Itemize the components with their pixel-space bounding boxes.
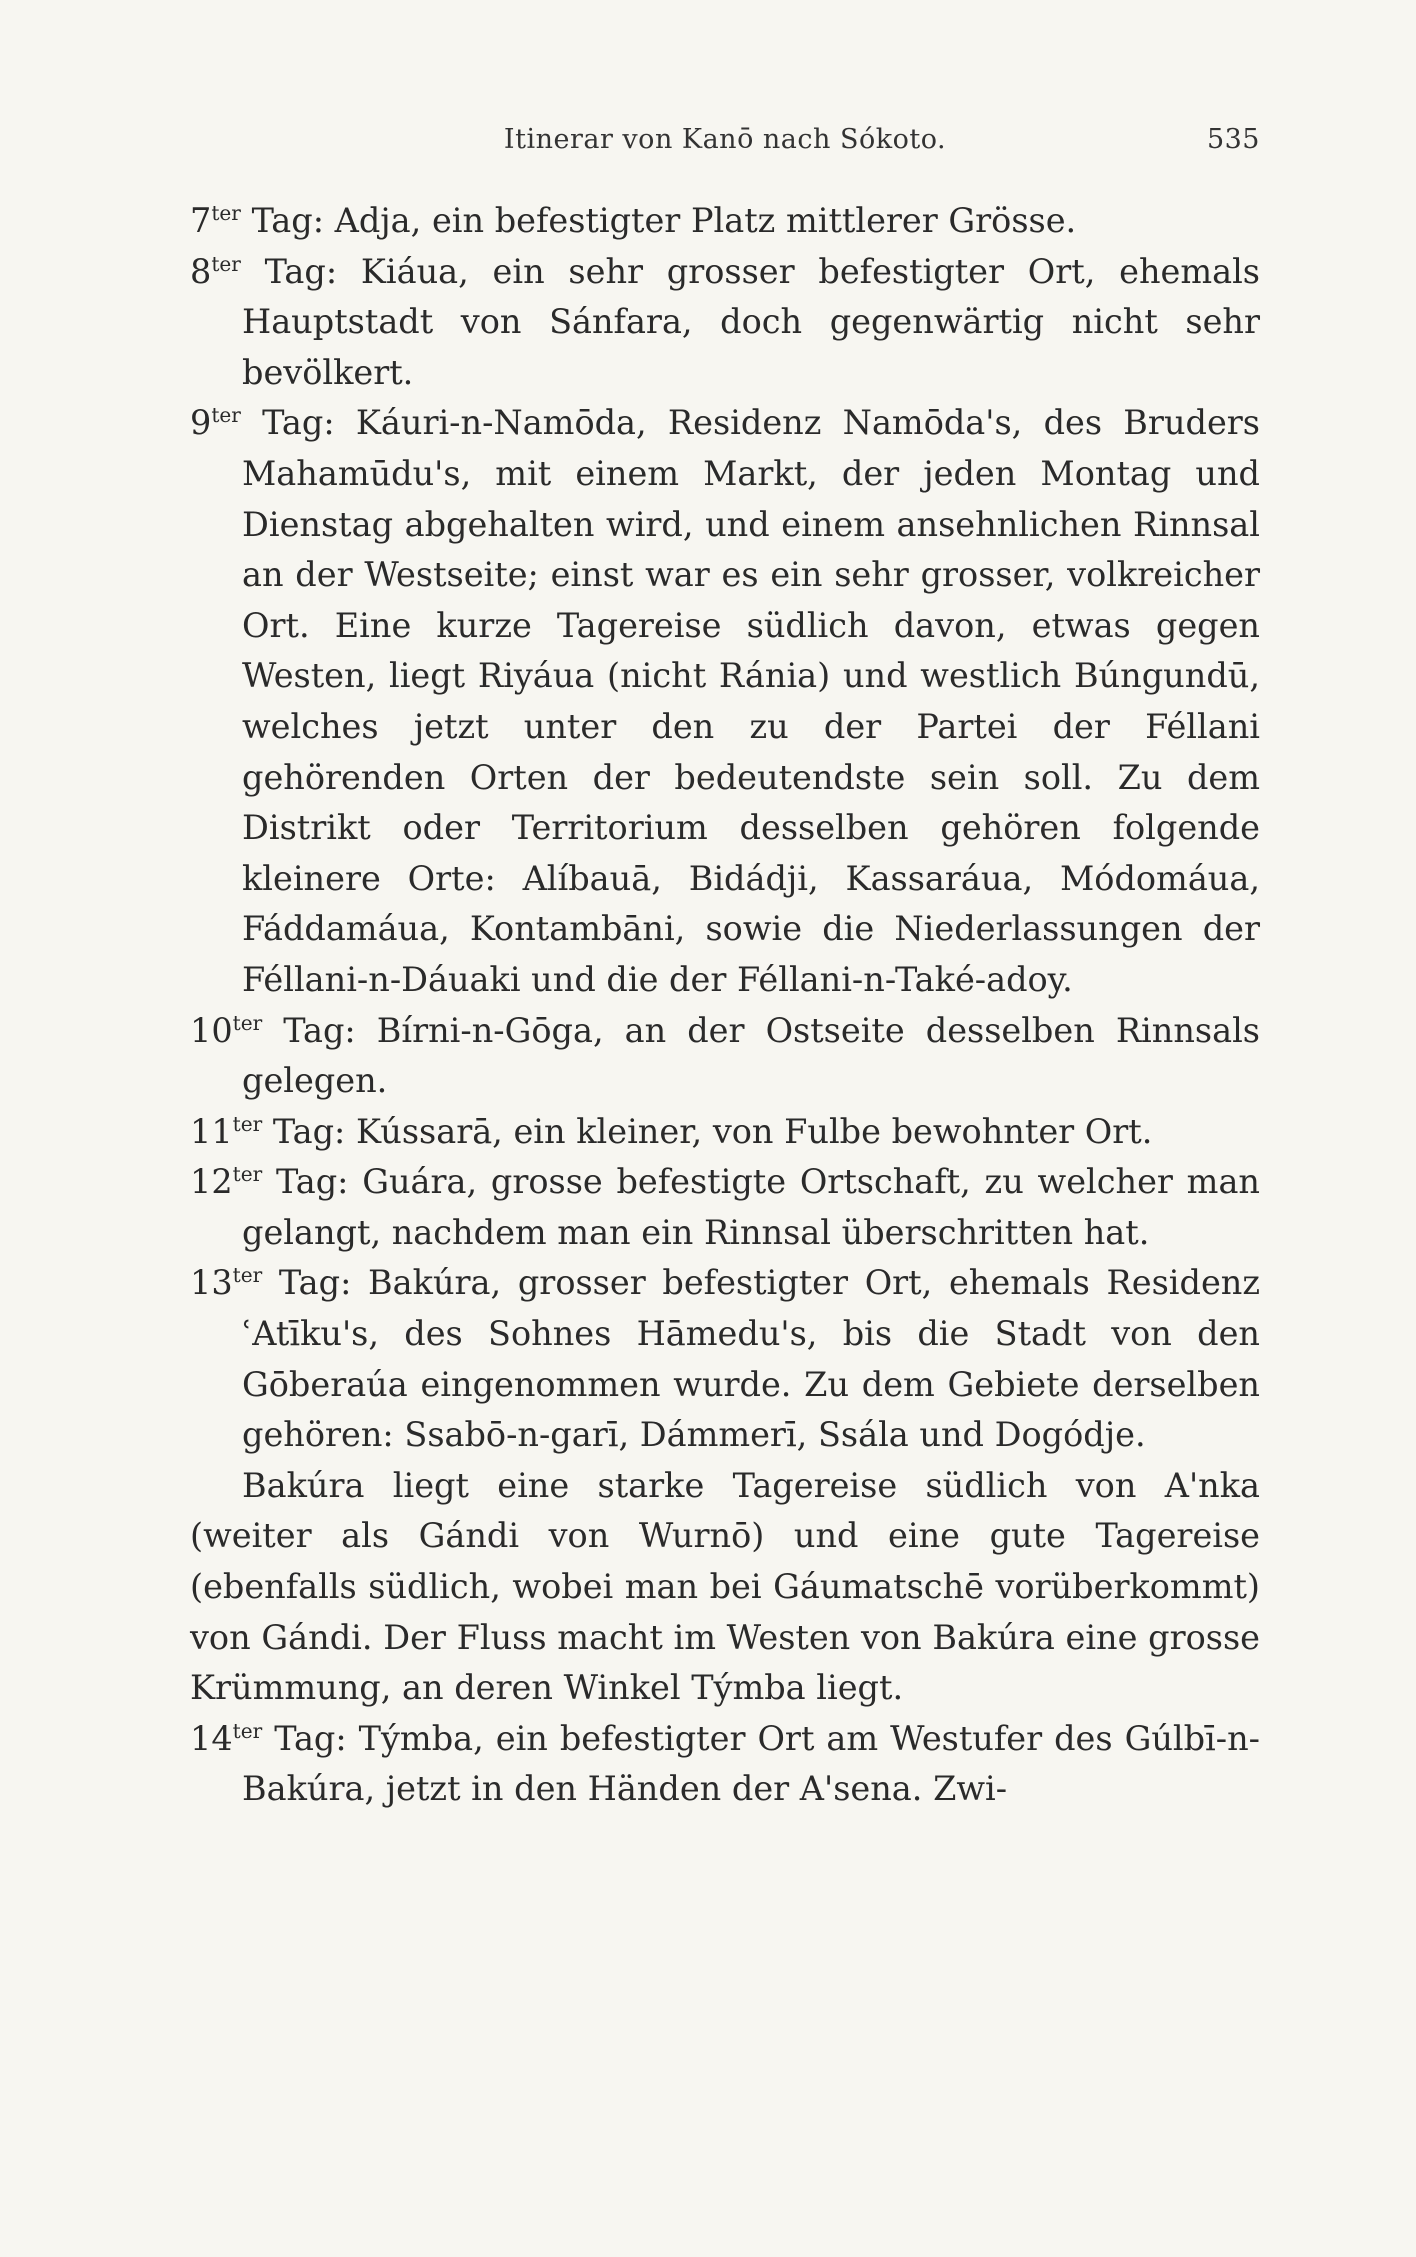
day-suffix: ter	[211, 251, 241, 276]
day-entry-14	[190, 1714, 1260, 1815]
day-suffix: ter	[232, 1263, 263, 1288]
day-entry-10	[190, 1006, 1260, 1107]
day-number: 12	[190, 1162, 233, 1202]
day-entry-12	[190, 1157, 1260, 1258]
day-number: 13	[190, 1263, 233, 1303]
entry-text: Tag: Adja, ein befestigter Platz mittlerer Grösse.	[251, 201, 1077, 240]
day-suffix: ter	[232, 1718, 263, 1743]
day-suffix: ter	[232, 1162, 263, 1187]
body-text	[190, 196, 1260, 1815]
running-title: Itinerar von Kanō nach Sókoto.	[503, 124, 947, 155]
entry-text: Tag: Bakúra, grosser befestigter Ort, ehemals Residenz ʿAtīku's, des Sohnes Hāmedu's, bis die Stadt von den Gōberaúa eingenommen wurde. Zu dem Gebiete derselben gehören: Ssabō-n-garī, Dámmerī, Ssála und Dogódje.	[242, 1263, 1260, 1455]
entry-text: Tag: Kiáua, ein sehr grosser befestigter Ort, ehemals Hauptstadt von Sánfara, doch gegenwärtig nicht sehr bevölkert.	[242, 251, 1260, 392]
entry-text: Tag: Guára, grosse befestigte Ortschaft, zu welcher man gelangt, nachdem man ein Rinnsal überschritten hat.	[242, 1162, 1260, 1252]
entry-text: Tag: Káuri-n-Namōda, Residenz Namōda's, des Bruders Mahamūdu's, mit einem Markt, der jeden Montag und Dienstag abgehalten wird, und einem ansehnlichen Rinnsal an der Westseite; einst war es ein sehr grosser, volkreicher Ort. Eine kurze Tagereise südlich davon, etwas gegen Westen, liegt Riyáua (nicht Ránia) und westlich Búngundū, welches jetzt unter den zu der Partei der Féllani gehörenden Orten der bedeutendste sein soll. Zu dem Distrikt oder Territorium desselben gehören folgende kleinere Orte: Alíbauā, Bidádji, Kassaráua, Módomáua, Fáddamáua, Kontambāni, sowie die Niederlassungen der Féllani-n-Dáuaki und die der Féllani-n-Také-adoy.	[242, 403, 1260, 999]
day-suffix: ter	[211, 200, 241, 225]
bakura-paragraph: Bakúra liegt eine starke Tagereise südlich von A'nka (weiter als Gándi von Wurnō) und eine gute Tagereise (ebenfalls südlich, wobei man bei Gáumatschē vorüberkommt) von Gándi. Der Fluss macht im Westen von Bakúra eine grosse Krümmung, an deren Winkel Týmba liegt.	[190, 1465, 1260, 1708]
day-number: 8	[190, 251, 212, 291]
day-entry-11	[190, 1107, 1260, 1158]
day-entry-7	[190, 196, 1260, 247]
entry-text: Tag: Bírni-n-Gōga, an der Ostseite desselben Rinnsals gelegen.	[242, 1010, 1260, 1101]
day-number: 11	[190, 1111, 233, 1151]
day-number: 7	[190, 201, 212, 240]
page-number: 535	[1206, 124, 1260, 155]
running-header	[190, 124, 1260, 168]
day-entry-9	[190, 398, 1260, 1005]
entry-text: Tag: Kússarā, ein kleiner, von Fulbe bewohnter Ort.	[272, 1111, 1153, 1151]
day-entry-8	[190, 247, 1260, 399]
day-number: 9	[190, 403, 212, 443]
day-suffix: ter	[232, 1010, 263, 1035]
day-suffix: ter	[232, 1111, 263, 1136]
entry-text: Tag: Týmba, ein befestigter Ort am Westufer des Gúlbī-n-Bakúra, jetzt in den Händen der A'sena. Zwi-	[242, 1718, 1260, 1809]
day-suffix: ter	[211, 403, 241, 428]
day-number: 10	[190, 1010, 233, 1050]
day-entry-13	[190, 1258, 1260, 1460]
day-number: 14	[190, 1718, 233, 1758]
book-page	[190, 124, 1260, 1815]
